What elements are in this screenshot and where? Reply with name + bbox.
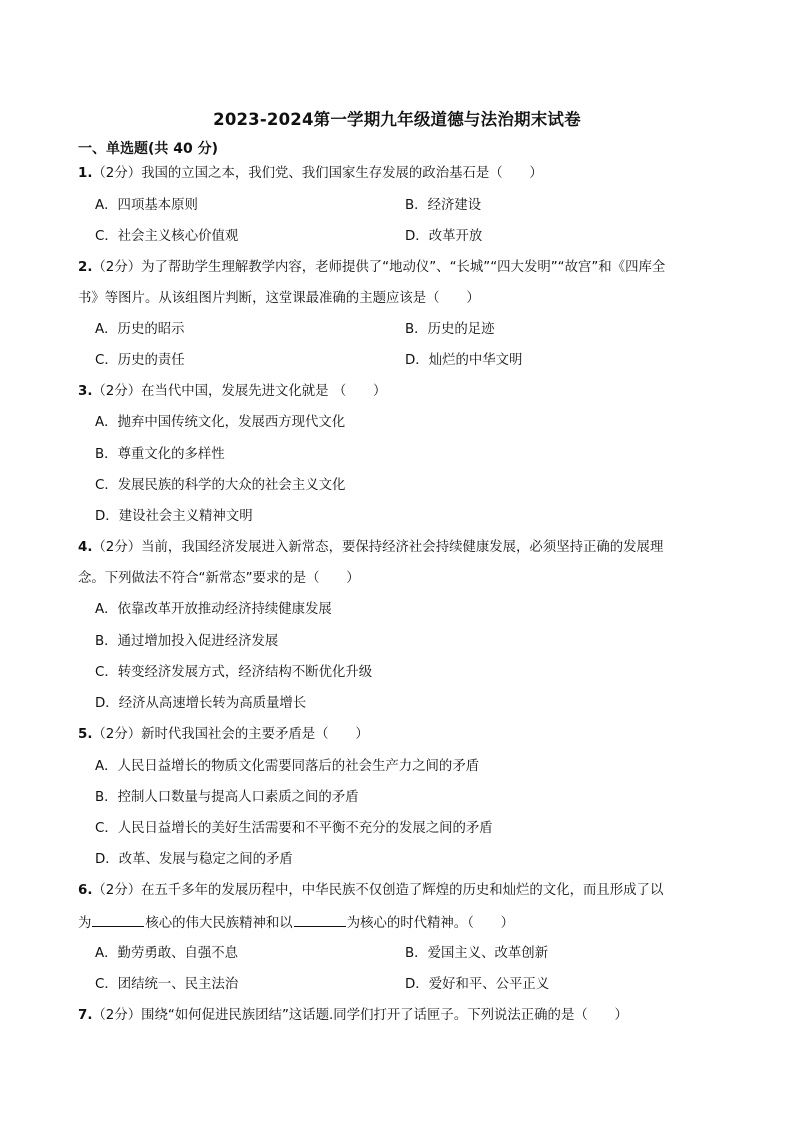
question-1 — [78, 164, 543, 184]
option-c: C．团结统一、民主法治 — [95, 977, 239, 992]
question-number: 1. — [78, 166, 93, 181]
option-d: D．灿烂的中华文明 — [405, 353, 523, 368]
exam-title: 2023-2024第一学期九年级道德与法治期末试卷 — [213, 110, 581, 129]
question-text: （2分）我国的立国之本，我们党、我们国家生存发展的政治基石是（ ） — [92, 166, 543, 181]
option-d: D．改革开放 — [405, 229, 483, 244]
option-a: A．勤劳勇敢、自强不息 — [95, 946, 239, 961]
option-d: D．爱好和平、公平正义 — [405, 977, 550, 992]
question-7 — [78, 1006, 628, 1026]
option-c: C．人民日益增长的美好生活需要和不平衡不充分的发展之间的矛盾 — [95, 821, 493, 836]
question-number: 7. — [78, 1008, 93, 1023]
option-c: C．转变经济发展方式，经济结构不断优化升级 — [95, 665, 373, 680]
option-b: B．控制人口数量与提高人口素质之间的矛盾 — [95, 790, 359, 805]
option-c: C．历史的责任 — [95, 353, 185, 368]
question-3 — [78, 382, 386, 402]
section-title: 一、单选题(共 40 分) — [78, 141, 219, 157]
question-2 — [78, 258, 665, 278]
option-a: A．人民日益增长的物质文化需要同落后的社会生产力之间的矛盾 — [95, 759, 480, 774]
option-b: B．通过增加投入促进经济发展 — [95, 634, 279, 649]
option-b: B．经济建设 — [405, 198, 482, 213]
option-a: A．四项基本原则 — [95, 198, 198, 213]
option-a: A．抛弃中国传统文化，发展西方现代文化 — [95, 415, 346, 430]
question-number: 3. — [78, 384, 93, 399]
question-4 — [78, 538, 663, 558]
fill-blank — [294, 912, 346, 927]
option-a: A．历史的昭示 — [95, 322, 185, 337]
question-text: （2分）在五千多年的发展历程中，中华民族不仅创造了辉煌的历史和灿烂的文化，而且形成了以 — [92, 883, 664, 898]
question-number: 4. — [78, 540, 93, 555]
question-text: （2分）当前，我国经济发展进入新常态，要保持经济社会持续健康发展，必须坚持正确的发展理 — [92, 540, 664, 555]
option-d: D．改革、发展与稳定之间的矛盾 — [95, 852, 293, 867]
question-number: 6. — [78, 883, 93, 898]
fill-blank — [92, 912, 144, 927]
question-text: （2分）为了帮助学生理解教学内容，老师提供了“地动仪”、“长城”“四大发明”“故宫”和《四库全 — [92, 260, 666, 275]
question-text: （2分）在当代中国，发展先进文化就是 （ ） — [92, 384, 387, 399]
question-text-part: 核心的伟大民族精神和以 — [145, 916, 293, 931]
question-text: （2分）围绕“如何促进民族团结”这话题.同学们打开了话匣子。下列说法正确的是（ ） — [92, 1008, 628, 1023]
option-d: D．经济从高速增长转为高质量增长 — [95, 696, 307, 711]
option-c: C．发展民族的科学的大众的社会主义文化 — [95, 478, 346, 493]
question-text-continued — [78, 912, 514, 934]
option-d: D．建设社会主义精神文明 — [95, 509, 253, 524]
question-text-continued: 书》等图片。从该组图片判断，这堂课最准确的主题应该是（ ） — [78, 291, 480, 306]
option-c: C．社会主义核心价值观 — [95, 229, 239, 244]
question-text-part: 为 — [78, 916, 92, 931]
question-text: （2分）新时代我国社会的主要矛盾是（ ） — [92, 727, 369, 742]
question-text-part: 为核心的时代精神。（ ） — [346, 916, 515, 931]
question-5 — [78, 725, 369, 745]
question-6 — [78, 881, 663, 901]
question-number: 2. — [78, 260, 93, 275]
option-a: A．依靠改革开放推动经济持续健康发展 — [95, 602, 332, 617]
option-b: B．爱国主义、改革创新 — [405, 946, 549, 961]
question-text-continued: 念。下列做法不符合“新常态”要求的是（ ） — [78, 571, 360, 586]
option-b: B．尊重文化的多样性 — [95, 447, 225, 462]
question-number: 5. — [78, 727, 93, 742]
option-b: B．历史的足迹 — [405, 322, 495, 337]
